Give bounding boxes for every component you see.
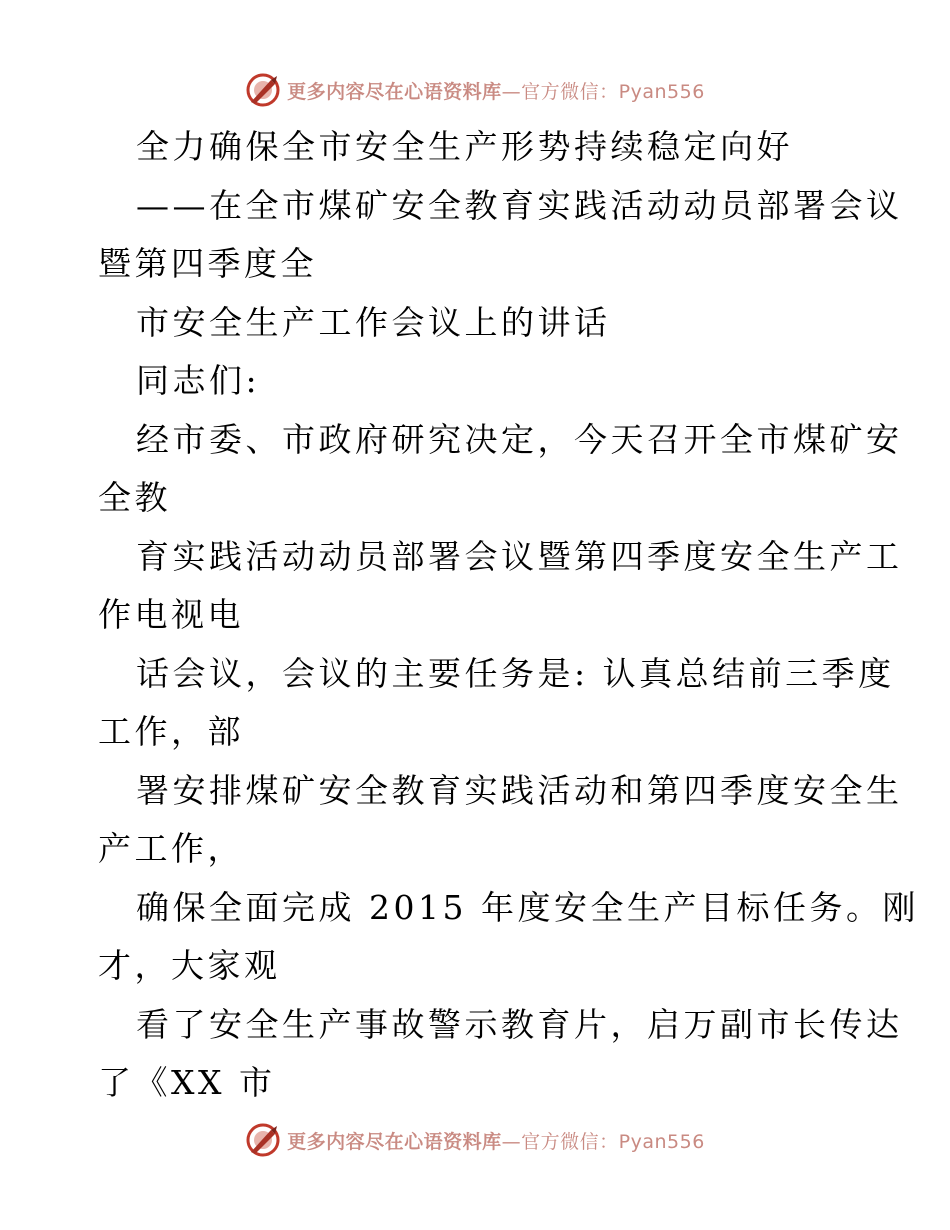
text-line: 确保全面完成 2015 年度安全生产目标任务。刚 — [136, 887, 919, 927]
text-line: 产工作， — [98, 829, 244, 868]
text-line: 同志们: — [136, 361, 261, 400]
text-line: 育实践活动动员部署会议暨第四季度安全生产工 — [136, 536, 903, 576]
footer-watermark — [0, 1120, 950, 1160]
text-line: 暨第四季度全 — [98, 244, 317, 283]
text-line: 看了安全生产事故警示教育片，启万副市长传达 — [136, 1004, 903, 1044]
text-line: 作电视电 — [98, 595, 244, 634]
text-line: 工作，部 — [98, 712, 244, 751]
watermark-wechat-text: —官方微信：Pyan556 — [501, 1130, 705, 1153]
text-line: 了《XX 市 — [98, 1063, 276, 1102]
document-body — [98, 118, 919, 1113]
text-line: 话会议，会议的主要任务是: 认真总结前三季度 — [136, 653, 895, 693]
pen-logo-icon — [245, 72, 281, 108]
text-line: 署安排煤矿安全教育实践活动和第四季度安全生 — [136, 770, 903, 810]
watermark-site-text: 更多内容尽在心语资料库 — [287, 80, 502, 103]
text-line: 全教 — [98, 478, 171, 517]
text-line: 市安全生产工作会议上的讲话 — [136, 302, 611, 342]
watermark-site-text: 更多内容尽在心语资料库 — [287, 1130, 502, 1153]
header-watermark — [0, 70, 950, 110]
pen-logo-icon — [245, 1122, 281, 1158]
text-line: 才，大家观 — [98, 946, 281, 985]
text-line: ——在全市煤矿安全教育实践活动动员部署会议 — [136, 185, 903, 225]
text-line: 经市委、市政府研究决定，今天召开全市煤矿安 — [136, 419, 903, 459]
text-line: 全力确保全市安全生产形势持续稳定向好 — [136, 127, 793, 166]
watermark-wechat-text: —官方微信：Pyan556 — [501, 80, 705, 103]
